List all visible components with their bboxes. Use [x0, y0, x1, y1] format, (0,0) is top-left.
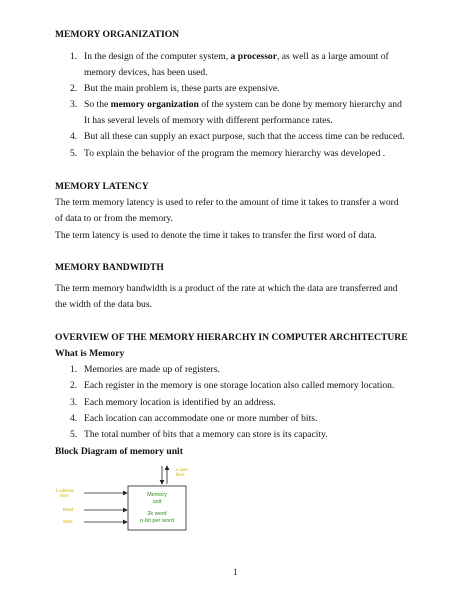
page-number: 1 — [233, 567, 238, 577]
list-item: So the memory organization of the system can be done by memory hierarchy and — [84, 99, 402, 110]
list-number: 5. — [70, 148, 78, 159]
list-item: Each memory location is identified by an address. — [84, 397, 276, 408]
box-label-memory: Memory — [147, 492, 167, 498]
paragraph-line: The term latency is used to denote the time it takes to transfer the first word of data. — [55, 230, 377, 241]
list-item: Memories are made up of registers. — [84, 364, 220, 375]
list-item: But the main problem is, these parts are expensive. — [84, 83, 280, 94]
heading-memory-bandwidth: MEMORY BANDWIDTH — [55, 262, 164, 273]
heading-memory-hierarchy-overview: OVERVIEW OF THE MEMORY HIERARCHY IN COMPUTER ARCHITECTURE — [55, 332, 408, 343]
list-item: In the design of the computer system, a processor, as well as a large amount of — [84, 51, 389, 62]
box-label-unit: unit — [152, 499, 162, 505]
list-item: Each register in the memory is one storage location also called memory location. — [84, 380, 395, 391]
list-item: But all these can supply an exact purpose, such that the access time can be reduced. — [84, 131, 405, 142]
list-number: 5. — [70, 429, 78, 440]
list-number: 1. — [70, 364, 78, 375]
list-number: 4. — [70, 413, 78, 424]
paragraph-line: The term memory latency is used to refer to the amount of time it takes to transfer a word — [55, 197, 399, 208]
paragraph-line: of data to or from the memory. — [55, 213, 173, 224]
list-item: The total number of bits that a memory can store is its capacity. — [84, 429, 328, 440]
list-number: 3. — [70, 397, 78, 408]
address-lines-label: k address — [56, 488, 75, 493]
list-item: To explain the behavior of the program the memory hierarchy was developed . — [84, 148, 386, 159]
heading-memory-latency: MEMORY LATENCY — [55, 181, 149, 192]
list-item-continuation: It has several levels of memory with different performance rates. — [84, 115, 333, 126]
subheading-what-is-memory: What is Memory — [55, 348, 125, 359]
write-label: Write — [63, 519, 73, 524]
paragraph-line: The term memory bandwidth is a product of the rate at which the data are transferred and — [55, 283, 398, 294]
list-item: Each location can accommodate one or more number of bits. — [84, 413, 318, 424]
data-lines-label-2: lines — [176, 472, 185, 477]
box-label-bits: n-bit per word — [140, 518, 174, 524]
box-label-words: 2k word — [147, 511, 167, 517]
list-number: 3. — [70, 99, 78, 110]
address-lines-label-2: lines — [60, 493, 69, 498]
data-lines-label: n data — [176, 467, 188, 472]
list-item-continuation: memory devices, has been used. — [84, 67, 208, 78]
heading-memory-organization: MEMORY ORGANIZATION — [55, 29, 180, 40]
list-number: 2. — [70, 380, 78, 391]
paragraph-line: the width of the data bus. — [55, 299, 152, 310]
list-number: 2. — [70, 83, 78, 94]
memory-unit-block-diagram — [50, 464, 230, 544]
heading-block-diagram: Block Diagram of memory unit — [55, 446, 183, 457]
read-label: Read — [63, 507, 74, 512]
list-number: 1. — [70, 51, 78, 62]
list-number: 4. — [70, 131, 78, 142]
